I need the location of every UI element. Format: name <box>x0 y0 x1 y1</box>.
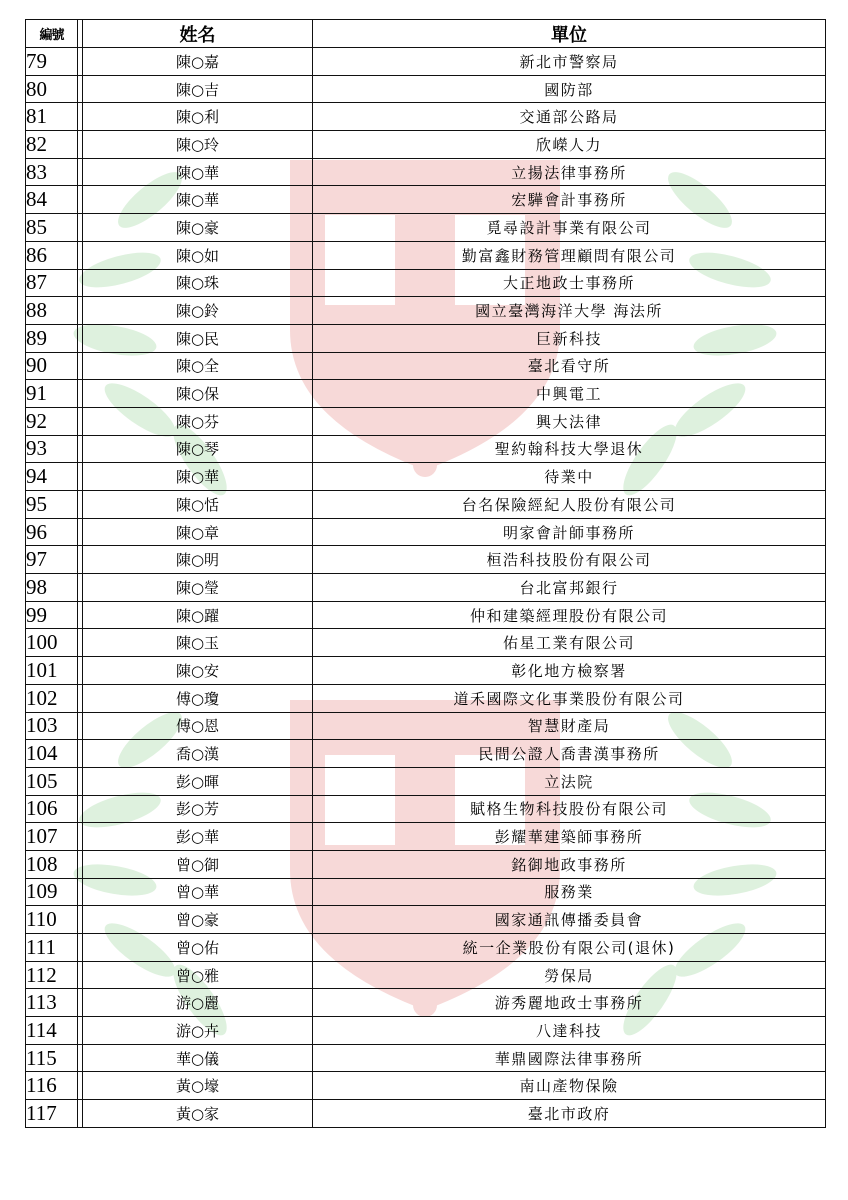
header-number: 編號 <box>26 20 78 48</box>
member-unit: 華鼎國際法律事務所 <box>313 1044 826 1072</box>
table-row <box>26 518 826 546</box>
member-unit: 巨新科技 <box>313 324 826 352</box>
table-row <box>26 297 826 325</box>
row-number: 97 <box>26 546 78 574</box>
table-row <box>26 961 826 989</box>
member-name: 曾○華 <box>83 878 313 906</box>
row-number: 100 <box>26 629 78 657</box>
member-unit: 統一企業股份有限公司(退休) <box>313 934 826 962</box>
row-number: 115 <box>26 1044 78 1072</box>
member-name: 傅○瓊 <box>83 684 313 712</box>
member-unit: 道禾國際文化事業股份有限公司 <box>313 684 826 712</box>
member-name: 曾○雅 <box>83 961 313 989</box>
row-number: 103 <box>26 712 78 740</box>
table-row <box>26 850 826 878</box>
table-row <box>26 767 826 795</box>
table-row <box>26 463 826 491</box>
table-row <box>26 934 826 962</box>
table-row <box>26 380 826 408</box>
row-number: 93 <box>26 435 78 463</box>
roster-body <box>26 48 826 1128</box>
member-name: 陳○嘉 <box>83 48 313 76</box>
member-name: 彭○華 <box>83 823 313 851</box>
member-unit: 宏驊會計事務所 <box>313 186 826 214</box>
member-unit: 民間公證人喬書漢事務所 <box>313 740 826 768</box>
roster-table <box>25 19 826 1128</box>
member-unit: 交通部公路局 <box>313 103 826 131</box>
table-row <box>26 324 826 352</box>
row-number: 104 <box>26 740 78 768</box>
header-name: 姓名 <box>83 20 313 48</box>
row-number: 91 <box>26 380 78 408</box>
member-name: 華○儀 <box>83 1044 313 1072</box>
row-number: 89 <box>26 324 78 352</box>
row-number: 101 <box>26 657 78 685</box>
member-name: 游○麗 <box>83 989 313 1017</box>
member-unit: 國防部 <box>313 75 826 103</box>
row-number: 116 <box>26 1072 78 1100</box>
table-row <box>26 435 826 463</box>
table-row <box>26 48 826 76</box>
row-number: 113 <box>26 989 78 1017</box>
member-name: 陳○全 <box>83 352 313 380</box>
member-name: 陳○安 <box>83 657 313 685</box>
row-number: 94 <box>26 463 78 491</box>
member-name: 曾○御 <box>83 850 313 878</box>
row-number: 84 <box>26 186 78 214</box>
table-row <box>26 1100 826 1128</box>
row-number: 110 <box>26 906 78 934</box>
header-row <box>26 20 826 48</box>
table-row <box>26 158 826 186</box>
member-name: 陳○華 <box>83 463 313 491</box>
row-number: 99 <box>26 601 78 629</box>
member-name: 陳○恬 <box>83 491 313 519</box>
member-name: 陳○吉 <box>83 75 313 103</box>
member-name: 陳○芬 <box>83 407 313 435</box>
table-row <box>26 269 826 297</box>
table-row <box>26 75 826 103</box>
table-row <box>26 491 826 519</box>
member-unit: 臺北市政府 <box>313 1100 826 1128</box>
table-row <box>26 601 826 629</box>
member-unit: 立揚法律事務所 <box>313 158 826 186</box>
member-name: 陳○章 <box>83 518 313 546</box>
member-unit: 臺北看守所 <box>313 352 826 380</box>
member-unit: 台北富邦銀行 <box>313 574 826 602</box>
row-number: 105 <box>26 767 78 795</box>
row-number: 108 <box>26 850 78 878</box>
row-number: 85 <box>26 214 78 242</box>
row-number: 117 <box>26 1100 78 1128</box>
member-unit: 大正地政士事務所 <box>313 269 826 297</box>
member-name: 陳○玉 <box>83 629 313 657</box>
member-unit: 彭耀華建築師事務所 <box>313 823 826 851</box>
table-row <box>26 878 826 906</box>
member-name: 陳○利 <box>83 103 313 131</box>
member-name: 喬○漢 <box>83 740 313 768</box>
member-name: 陳○琴 <box>83 435 313 463</box>
row-number: 92 <box>26 407 78 435</box>
row-number: 96 <box>26 518 78 546</box>
member-unit: 興大法律 <box>313 407 826 435</box>
row-number: 106 <box>26 795 78 823</box>
member-unit: 新北市警察局 <box>313 48 826 76</box>
table-row <box>26 712 826 740</box>
member-unit: 賦格生物科技股份有限公司 <box>313 795 826 823</box>
member-name: 彭○暉 <box>83 767 313 795</box>
table-row <box>26 131 826 159</box>
member-unit: 服務業 <box>313 878 826 906</box>
member-unit: 銘御地政事務所 <box>313 850 826 878</box>
member-name: 彭○芳 <box>83 795 313 823</box>
table-row <box>26 823 826 851</box>
table-row <box>26 241 826 269</box>
member-unit: 桓浩科技股份有限公司 <box>313 546 826 574</box>
member-unit: 欣嶸人力 <box>313 131 826 159</box>
member-unit: 彰化地方檢察署 <box>313 657 826 685</box>
member-name: 陳○民 <box>83 324 313 352</box>
row-number: 107 <box>26 823 78 851</box>
member-name: 曾○豪 <box>83 906 313 934</box>
row-number: 112 <box>26 961 78 989</box>
row-number: 87 <box>26 269 78 297</box>
member-unit: 八達科技 <box>313 1017 826 1045</box>
table-row <box>26 684 826 712</box>
table-row <box>26 214 826 242</box>
member-name: 陳○珠 <box>83 269 313 297</box>
member-name: 陳○瑩 <box>83 574 313 602</box>
member-unit: 台名保險經紀人股份有限公司 <box>313 491 826 519</box>
table-row <box>26 574 826 602</box>
member-name: 陳○玲 <box>83 131 313 159</box>
member-name: 陳○華 <box>83 186 313 214</box>
row-number: 80 <box>26 75 78 103</box>
member-name: 陳○鈴 <box>83 297 313 325</box>
member-unit: 聖約翰科技大學退休 <box>313 435 826 463</box>
member-unit: 游秀麗地政士事務所 <box>313 989 826 1017</box>
table-row <box>26 546 826 574</box>
member-unit: 仲和建築經理股份有限公司 <box>313 601 826 629</box>
member-roster <box>25 19 825 1128</box>
table-row <box>26 740 826 768</box>
member-unit: 立法院 <box>313 767 826 795</box>
table-row <box>26 352 826 380</box>
row-number: 82 <box>26 131 78 159</box>
table-row <box>26 186 826 214</box>
row-number: 79 <box>26 48 78 76</box>
table-row <box>26 1044 826 1072</box>
table-row <box>26 103 826 131</box>
member-unit: 待業中 <box>313 463 826 491</box>
row-number: 111 <box>26 934 78 962</box>
member-name: 曾○佑 <box>83 934 313 962</box>
row-number: 83 <box>26 158 78 186</box>
row-number: 102 <box>26 684 78 712</box>
member-unit: 國立臺灣海洋大學 海法所 <box>313 297 826 325</box>
row-number: 81 <box>26 103 78 131</box>
table-row <box>26 657 826 685</box>
member-unit: 明家會計師事務所 <box>313 518 826 546</box>
member-name: 陳○躍 <box>83 601 313 629</box>
member-name: 陳○豪 <box>83 214 313 242</box>
table-row <box>26 629 826 657</box>
row-number: 98 <box>26 574 78 602</box>
member-name: 陳○如 <box>83 241 313 269</box>
row-number: 88 <box>26 297 78 325</box>
member-name: 游○卉 <box>83 1017 313 1045</box>
table-row <box>26 989 826 1017</box>
member-unit: 勤富鑫財務管理顧問有限公司 <box>313 241 826 269</box>
member-name: 黃○家 <box>83 1100 313 1128</box>
member-unit: 勞保局 <box>313 961 826 989</box>
member-name: 傅○恩 <box>83 712 313 740</box>
member-name: 黃○壕 <box>83 1072 313 1100</box>
header-unit: 單位 <box>313 20 826 48</box>
member-unit: 南山產物保險 <box>313 1072 826 1100</box>
member-unit: 智慧財產局 <box>313 712 826 740</box>
member-name: 陳○保 <box>83 380 313 408</box>
table-row <box>26 407 826 435</box>
table-row <box>26 1017 826 1045</box>
table-row <box>26 795 826 823</box>
member-name: 陳○明 <box>83 546 313 574</box>
row-number: 86 <box>26 241 78 269</box>
member-name: 陳○華 <box>83 158 313 186</box>
row-number: 109 <box>26 878 78 906</box>
row-number: 90 <box>26 352 78 380</box>
row-number: 114 <box>26 1017 78 1045</box>
member-unit: 中興電工 <box>313 380 826 408</box>
member-unit: 國家通訊傳播委員會 <box>313 906 826 934</box>
member-unit: 覓尋設計事業有限公司 <box>313 214 826 242</box>
table-row <box>26 906 826 934</box>
row-number: 95 <box>26 491 78 519</box>
member-unit: 佑星工業有限公司 <box>313 629 826 657</box>
table-row <box>26 1072 826 1100</box>
